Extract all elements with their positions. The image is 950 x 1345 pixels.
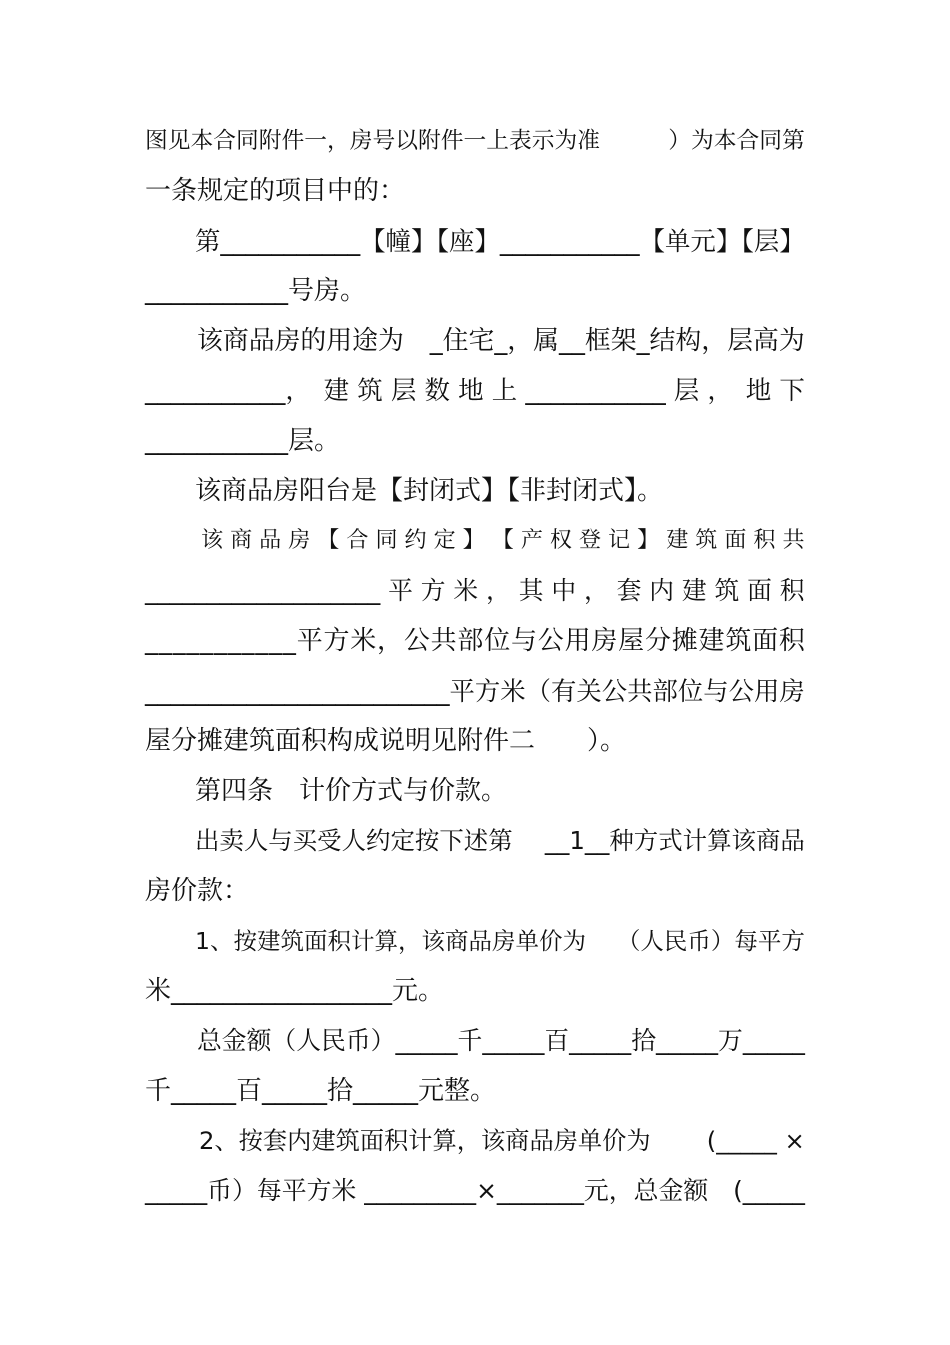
text-line: ___________________ 平 方 米 ， 其 中 ， 套 内 建 筑 面 积 — [145, 576, 805, 605]
text-line: 千_____百_____拾_____元整。 — [145, 1076, 497, 1106]
text-line: 第四条 计价方式与价款。 — [195, 776, 508, 806]
text-line: 房价款： — [145, 876, 250, 906]
text-line: 该 商 品 房 【 合 同 约 定 】 【 产 权 登 记 】 建 筑 面 积 共 — [201, 528, 805, 553]
text-line: 该商品房的用途为 _住宅_，属__框架_结构，层高为 — [197, 326, 805, 356]
text-line: 出卖人与买受人约定按下述第 __1__种方式计算该商品 — [195, 826, 805, 855]
text-line: 总金额（人民币）_____千_____百_____拾_____万_____ — [197, 1026, 805, 1055]
text-line: 屋分摊建筑面积构成说明见附件二 ）。 — [145, 726, 627, 756]
text-line: 该商品房阳台是【封闭式】【非封闭式】。 — [195, 476, 664, 506]
text-line: ___________号房。 — [145, 276, 367, 306]
text-line: 图见本合同附件一，房号以附件一上表示为准 ）为本合同第 — [145, 128, 805, 154]
text-line: 2、按套内建筑面积计算，该商品房单价为 (_____ × — [199, 1126, 805, 1155]
text-line: 1、按建筑面积计算，该商品房单价为 （人民币）每平方 — [195, 927, 805, 955]
text-line: ___________平方米，公共部位与公用房屋分摊建筑面积 — [145, 626, 806, 656]
text-line: 第___________【幢】【座】___________【单元】【层】 — [195, 226, 805, 256]
text-line: 米_________________元。 — [145, 976, 445, 1006]
text-line: 一条规定的项目中的： — [145, 176, 406, 206]
text-line: ________________________平方米（有关公共部位与公用房 — [145, 676, 805, 706]
text-line: ___________层。 — [145, 426, 341, 456]
text-line: _____币）每平方米 _________×_______元，总金额 (_____ — [145, 1176, 805, 1205]
text-line: ___________， 建 筑 层 数 地 上 ___________ 层 ， 地 下 — [145, 376, 805, 406]
